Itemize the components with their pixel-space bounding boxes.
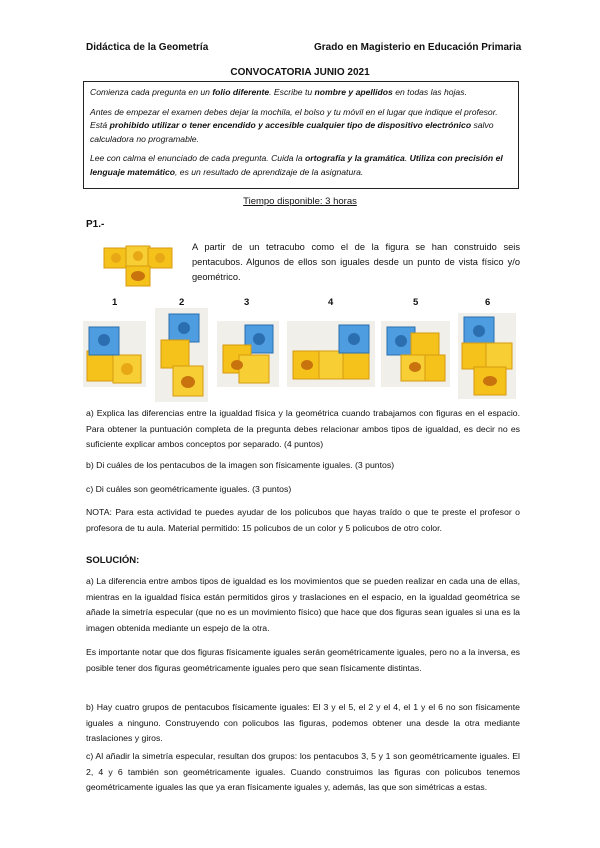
figure-number-1: 1 <box>112 297 118 308</box>
solution-b: b) Hay cuatro grupos de pentacubos físicamente iguales: El 3 y el 5, el 2 y el 4, el 1 y el 6 no son físicamente iguales a ninguno. Construyendo con policubos las figuras, podemos obtener una desde la otra mediante traslaciones y giros. <box>86 702 520 744</box>
instruction-1: Comienza cada pregunta en un folio diferente. Escribe tu nombre y apellidos en todas las hojas. <box>90 87 467 97</box>
solution-title: SOLUCIÓN: <box>86 555 140 566</box>
solution-c: c) Al añadir la simetría especular, resultan dos grupos: los pentacubos 3, 5 y 1 son geométricamente iguales. El 2, 4 y 6 también son geométricamente iguales. Cuando construimos las figuras con policubos tenemos geométricamente iguales las que ya eran físicamente iguales y, además, las que son simétricas a estas. <box>86 751 520 793</box>
pentacube-photo-4 <box>287 321 375 387</box>
figure-number-3: 3 <box>244 297 250 308</box>
question-note: NOTA: Para esta actividad te puedes ayudar de los policubos que hayas traído o que te preste el profesor o profesora de tu aula. Material permitido: 15 policubos de un color y 5 policubos de otro color. <box>86 507 520 533</box>
figure-number-2: 2 <box>179 297 185 308</box>
instruction-2: Antes de empezar el examen debes dejar la mochila, el bolso y tu móvil en el lugar que indique el profesor. Está prohibido utilizar o tener encendido y accesible cualquier tipo de dispositivo electrónico salvo calculadora no programable. <box>90 106 498 144</box>
pentacube-photo-1 <box>83 321 146 387</box>
figure-number-4: 4 <box>328 297 334 308</box>
pentacube-photo-5 <box>381 321 450 387</box>
question-c: c) Di cuáles son geométricamente iguales. (3 puntos) <box>86 484 292 494</box>
pentacube-photo-2 <box>155 308 208 402</box>
solution-a-1: a) La diferencia entre ambos tipos de igualdad es los movimientos que se pueden realizar en cada una de ellas, mientras en la igualdad física están permitidos giros y traslaciones en el espacio, en la igualdad geométrica se añade la simetría especular (que no es un movimiento físico) que hace que dos figuras sean iguales si una es la imagen obtenida mediante un espejo de la otra. <box>86 576 520 634</box>
instruction-3: Lee con calma el enunciado de cada pregunta. Cuida la ortografía y la gramática. Utiliza con precisión el lenguaje matemático, es un resultado de aprendizaje de la asignatura. <box>90 153 503 177</box>
question-label: P1.- <box>86 219 105 230</box>
instructions-box <box>83 81 519 189</box>
time-available: Tiempo disponible: 3 horas <box>243 196 357 207</box>
question-intro: A partir de un tetracubo como el de la figura se han construido seis pentacubos. Algunos de ellos son iguales desde un punto de vista físico y/o geométrico. <box>192 242 520 282</box>
question-b: b) Di cuáles de los pentacubos de la imagen son físicamente iguales. (3 puntos) <box>86 460 395 470</box>
degree-title: Grado en Magisterio en Educación Primaria <box>314 42 522 53</box>
figure-number-6: 6 <box>485 297 491 308</box>
pentacube-photo-6 <box>458 313 516 399</box>
convocatoria-title: CONVOCATORIA JUNIO 2021 <box>230 67 370 78</box>
solution-a-2: Es importante notar que dos figuras físicamente iguales serán geométricamente iguales, pero no a la inversa, es posible tener dos figuras geométricamente iguales pero que sean físicamente distintas. <box>86 647 520 673</box>
tetracube-photo <box>98 238 180 290</box>
pentacube-photo-3 <box>217 321 279 387</box>
question-a: a) Explica las diferencias entre la igualdad física y la geométrica cuando trabajamos con figuras en el espacio. Para obtener la puntuación completa de la pregunta debes relacionar ambos tipos de igualdad, es decir no es suficiente explicar ambos conceptos por separado. (4 puntos) <box>86 408 520 450</box>
course-title: Didáctica de la Geometría <box>86 42 209 53</box>
figure-number-5: 5 <box>413 297 419 308</box>
